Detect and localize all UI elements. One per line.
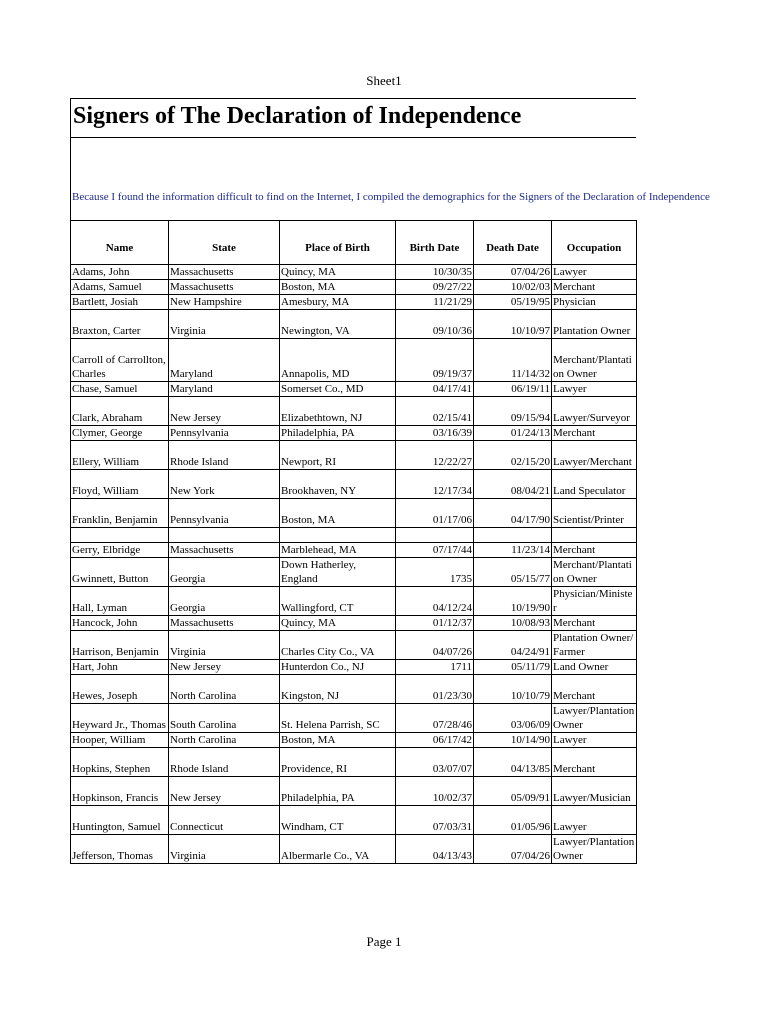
cell-state: Rhode Island xyxy=(169,748,280,777)
blank-row xyxy=(70,206,636,220)
cell-state xyxy=(169,528,280,543)
cell-birth-date: 1735 xyxy=(396,558,474,587)
cell-name xyxy=(71,528,169,543)
table-row xyxy=(71,733,637,748)
cell-state: New Jersey xyxy=(169,777,280,806)
page-number: Page 1 xyxy=(366,934,402,949)
cell-place-of-birth: Philadelphia, PA xyxy=(280,777,396,806)
cell-occupation xyxy=(552,528,637,543)
cell-occupation: Merchant xyxy=(552,616,637,631)
table-row xyxy=(71,748,637,777)
cell-name: Harrison, Benjamin xyxy=(71,631,169,660)
table-row xyxy=(71,806,637,835)
cell-death-date: 07/04/26 xyxy=(474,265,552,280)
cell-death-date: 05/15/77 xyxy=(474,558,552,587)
cell-birth-date: 10/30/35 xyxy=(396,265,474,280)
cell-birth-date: 09/19/37 xyxy=(396,339,474,382)
table-row xyxy=(71,426,637,441)
cell-birth-date: 04/07/26 xyxy=(396,631,474,660)
cell-death-date: 10/02/03 xyxy=(474,280,552,295)
cell-name: Hart, John xyxy=(71,660,169,675)
cell-death-date xyxy=(474,528,552,543)
cell-name: Clark, Abraham xyxy=(71,397,169,426)
cell-occupation: Lawyer xyxy=(552,806,637,835)
cell-state: South Carolina xyxy=(169,704,280,733)
cell-birth-date: 09/10/36 xyxy=(396,310,474,339)
cell-death-date: 05/19/95 xyxy=(474,295,552,310)
cell-name: Clymer, George xyxy=(71,426,169,441)
column-header-place-of-birth: Place of Birth xyxy=(280,221,396,265)
cell-place-of-birth: St. Helena Parrish, SC xyxy=(280,704,396,733)
cell-death-date: 04/17/90 xyxy=(474,499,552,528)
cell-occupation: Lawyer/Musician xyxy=(552,777,637,806)
cell-occupation: Physician xyxy=(552,295,637,310)
cell-state: Virginia xyxy=(169,310,280,339)
cell-birth-date: 1711 xyxy=(396,660,474,675)
table-row xyxy=(71,441,637,470)
cell-birth-date: 01/17/06 xyxy=(396,499,474,528)
cell-place-of-birth: Down Hatherley, England xyxy=(280,558,396,587)
cell-death-date: 10/14/90 xyxy=(474,733,552,748)
table-row xyxy=(71,280,637,295)
cell-birth-date: 11/21/29 xyxy=(396,295,474,310)
cell-state: Virginia xyxy=(169,631,280,660)
cell-death-date: 04/13/85 xyxy=(474,748,552,777)
cell-death-date: 07/04/26 xyxy=(474,835,552,864)
cell-state: Maryland xyxy=(169,382,280,397)
cell-birth-date: 06/17/42 xyxy=(396,733,474,748)
cell-occupation: Plantation Owner/Farmer xyxy=(552,631,637,660)
cell-place-of-birth: Somerset Co., MD xyxy=(280,382,396,397)
sheet-name: Sheet1 xyxy=(366,73,402,88)
cell-name: Hopkinson, Francis xyxy=(71,777,169,806)
cell-occupation: Lawyer/Merchant xyxy=(552,441,637,470)
cell-place-of-birth: Kingston, NJ xyxy=(280,675,396,704)
cell-place-of-birth: Hunterdon Co., NJ xyxy=(280,660,396,675)
cell-state: Maryland xyxy=(169,339,280,382)
cell-birth-date: 04/12/24 xyxy=(396,587,474,616)
table-row xyxy=(71,397,637,426)
cell-name: Hall, Lyman xyxy=(71,587,169,616)
cell-birth-date: 07/28/46 xyxy=(396,704,474,733)
document-title: Signers of The Declaration of Independence xyxy=(73,103,522,129)
cell-place-of-birth: Boston, MA xyxy=(280,499,396,528)
cell-name: Hancock, John xyxy=(71,616,169,631)
table-row xyxy=(71,339,637,382)
cell-state: Georgia xyxy=(169,558,280,587)
cell-place-of-birth: Albermarle Co., VA xyxy=(280,835,396,864)
cell-occupation: Merchant xyxy=(552,280,637,295)
cell-birth-date: 03/07/07 xyxy=(396,748,474,777)
cell-place-of-birth: Philadelphia, PA xyxy=(280,426,396,441)
cell-state: Connecticut xyxy=(169,806,280,835)
table-row xyxy=(71,777,637,806)
cell-birth-date xyxy=(396,528,474,543)
cell-state: New Jersey xyxy=(169,660,280,675)
spreadsheet xyxy=(70,98,710,864)
cell-birth-date: 01/12/37 xyxy=(396,616,474,631)
cell-place-of-birth: Amesbury, MA xyxy=(280,295,396,310)
blank-row xyxy=(70,138,636,190)
table-row xyxy=(71,310,637,339)
cell-birth-date: 07/17/44 xyxy=(396,543,474,558)
table-row xyxy=(71,675,637,704)
cell-name: Hooper, William xyxy=(71,733,169,748)
cell-name: Braxton, Carter xyxy=(71,310,169,339)
cell-birth-date: 02/15/41 xyxy=(396,397,474,426)
cell-state: Massachusetts xyxy=(169,265,280,280)
table-row xyxy=(71,558,637,587)
column-header-occupation: Occupation xyxy=(552,221,637,265)
cell-state: Massachusetts xyxy=(169,616,280,631)
header-row xyxy=(71,221,637,265)
cell-state: New York xyxy=(169,470,280,499)
cell-death-date: 05/11/79 xyxy=(474,660,552,675)
cell-state: Massachusetts xyxy=(169,280,280,295)
table-row xyxy=(71,660,637,675)
cell-name: Franklin, Benjamin xyxy=(71,499,169,528)
cell-birth-date: 12/22/27 xyxy=(396,441,474,470)
cell-birth-date: 04/13/43 xyxy=(396,835,474,864)
cell-name: Hewes, Joseph xyxy=(71,675,169,704)
cell-place-of-birth: Brookhaven, NY xyxy=(280,470,396,499)
cell-birth-date: 10/02/37 xyxy=(396,777,474,806)
cell-occupation: Lawyer/Surveyor xyxy=(552,397,637,426)
column-header-death-date: Death Date xyxy=(474,221,552,265)
table-row xyxy=(71,616,637,631)
cell-name: Gwinnett, Button xyxy=(71,558,169,587)
cell-occupation: Land Speculator xyxy=(552,470,637,499)
cell-place-of-birth: Charles City Co., VA xyxy=(280,631,396,660)
table-row xyxy=(71,587,637,616)
cell-occupation: Land Owner xyxy=(552,660,637,675)
cell-name: Ellery, William xyxy=(71,441,169,470)
cell-birth-date: 09/27/22 xyxy=(396,280,474,295)
cell-place-of-birth: Boston, MA xyxy=(280,280,396,295)
cell-death-date: 11/23/14 xyxy=(474,543,552,558)
cell-occupation: Lawyer/Plantation Owner xyxy=(552,704,637,733)
cell-name: Huntington, Samuel xyxy=(71,806,169,835)
cell-place-of-birth: Elizabethtown, NJ xyxy=(280,397,396,426)
cell-occupation: Lawyer xyxy=(552,265,637,280)
note-text: Because I found the information difficult to find on the Internet, I compiled the demographics for the Signers of the Declaration of Independence xyxy=(70,190,636,206)
table-row xyxy=(71,382,637,397)
cell-death-date: 10/10/79 xyxy=(474,675,552,704)
cell-place-of-birth: Quincy, MA xyxy=(280,616,396,631)
cell-name: Bartlett, Josiah xyxy=(71,295,169,310)
cell-state: Massachusetts xyxy=(169,543,280,558)
cell-state: Virginia xyxy=(169,835,280,864)
column-header-birth-date: Birth Date xyxy=(396,221,474,265)
cell-state: Pennsylvania xyxy=(169,426,280,441)
cell-death-date: 09/15/94 xyxy=(474,397,552,426)
cell-occupation: Merchant xyxy=(552,426,637,441)
cell-birth-date: 04/17/41 xyxy=(396,382,474,397)
cell-state: New Jersey xyxy=(169,397,280,426)
cell-name: Floyd, William xyxy=(71,470,169,499)
cell-death-date: 02/15/20 xyxy=(474,441,552,470)
column-header-state: State xyxy=(169,221,280,265)
column-header-name: Name xyxy=(71,221,169,265)
cell-occupation: Plantation Owner xyxy=(552,310,637,339)
cell-name: Jefferson, Thomas xyxy=(71,835,169,864)
cell-state: Georgia xyxy=(169,587,280,616)
table-row xyxy=(71,704,637,733)
cell-death-date: 06/19/11 xyxy=(474,382,552,397)
cell-name: Hopkins, Stephen xyxy=(71,748,169,777)
cell-state: North Carolina xyxy=(169,675,280,704)
table-row xyxy=(71,470,637,499)
cell-name: Chase, Samuel xyxy=(71,382,169,397)
cell-place-of-birth: Newington, VA xyxy=(280,310,396,339)
cell-death-date: 10/19/90 xyxy=(474,587,552,616)
cell-place-of-birth: Wallingford, CT xyxy=(280,587,396,616)
cell-name: Heyward Jr., Thomas xyxy=(71,704,169,733)
cell-death-date: 01/05/96 xyxy=(474,806,552,835)
table-row xyxy=(71,835,637,864)
cell-state: Rhode Island xyxy=(169,441,280,470)
cell-death-date: 10/08/93 xyxy=(474,616,552,631)
cell-occupation: Merchant xyxy=(552,675,637,704)
cell-place-of-birth: Providence, RI xyxy=(280,748,396,777)
cell-name: Gerry, Elbridge xyxy=(71,543,169,558)
table-row xyxy=(71,543,637,558)
cell-place-of-birth: Windham, CT xyxy=(280,806,396,835)
cell-birth-date: 12/17/34 xyxy=(396,470,474,499)
table-row xyxy=(71,499,637,528)
cell-place-of-birth xyxy=(280,528,396,543)
cell-death-date: 04/24/91 xyxy=(474,631,552,660)
table-row xyxy=(71,528,637,543)
cell-birth-date: 03/16/39 xyxy=(396,426,474,441)
cell-state: Pennsylvania xyxy=(169,499,280,528)
cell-occupation: Lawyer/Plantation Owner xyxy=(552,835,637,864)
cell-birth-date: 01/23/30 xyxy=(396,675,474,704)
cell-place-of-birth: Boston, MA xyxy=(280,733,396,748)
cell-occupation: Lawyer xyxy=(552,382,637,397)
cell-death-date: 10/10/97 xyxy=(474,310,552,339)
cell-occupation: Merchant/Plantation Owner xyxy=(552,339,637,382)
cell-place-of-birth: Newport, RI xyxy=(280,441,396,470)
table-row xyxy=(71,265,637,280)
cell-occupation: Merchant xyxy=(552,543,637,558)
table-row xyxy=(71,631,637,660)
title-cell xyxy=(70,98,636,138)
cell-death-date: 11/14/32 xyxy=(474,339,552,382)
cell-place-of-birth: Quincy, MA xyxy=(280,265,396,280)
cell-occupation: Merchant xyxy=(552,748,637,777)
signers-table xyxy=(70,220,637,864)
table-row xyxy=(71,295,637,310)
cell-place-of-birth: Marblehead, MA xyxy=(280,543,396,558)
cell-death-date: 08/04/21 xyxy=(474,470,552,499)
cell-death-date: 03/06/09 xyxy=(474,704,552,733)
cell-state: North Carolina xyxy=(169,733,280,748)
cell-name: Adams, Samuel xyxy=(71,280,169,295)
cell-state: New Hampshire xyxy=(169,295,280,310)
cell-name: Carroll of Carrollton, Charles xyxy=(71,339,169,382)
cell-occupation: Merchant/Plantation Owner xyxy=(552,558,637,587)
cell-occupation: Scientist/Printer xyxy=(552,499,637,528)
cell-death-date: 05/09/91 xyxy=(474,777,552,806)
cell-occupation: Lawyer xyxy=(552,733,637,748)
cell-name: Adams, John xyxy=(71,265,169,280)
cell-death-date: 01/24/13 xyxy=(474,426,552,441)
cell-occupation: Physician/Minister xyxy=(552,587,637,616)
cell-place-of-birth: Annapolis, MD xyxy=(280,339,396,382)
cell-birth-date: 07/03/31 xyxy=(396,806,474,835)
